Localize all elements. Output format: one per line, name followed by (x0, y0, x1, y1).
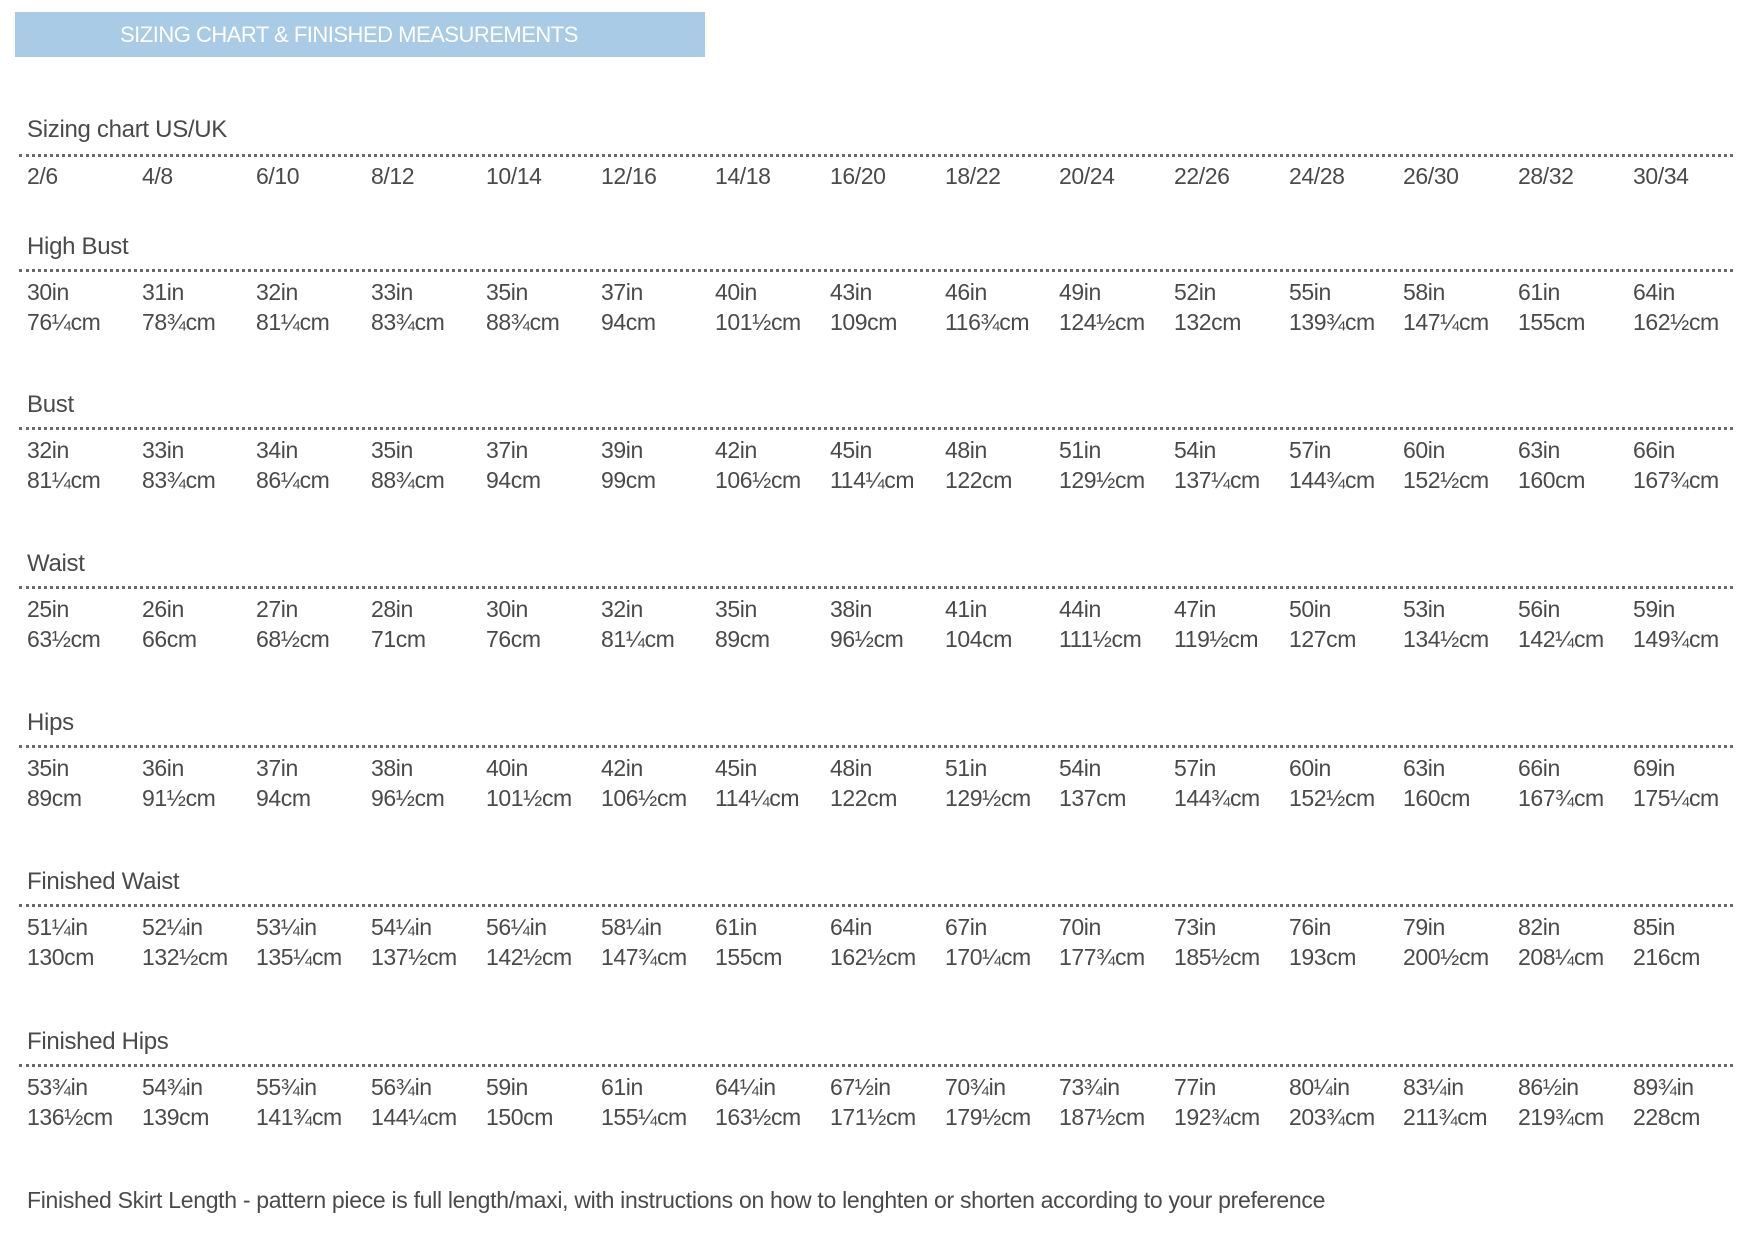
cm-cell: 149¾cm (1633, 626, 1719, 652)
cm-cell: 130cm (27, 944, 95, 970)
cm-cell: 76cm (486, 626, 541, 652)
cm-cell: 139¾cm (1289, 309, 1375, 335)
inches-cell: 86½in (1518, 1074, 1579, 1100)
section-label: Finished Waist (27, 868, 180, 895)
section-label: Waist (27, 550, 85, 577)
inches-cell: 37in (601, 279, 643, 305)
inches-cell: 61in (601, 1074, 643, 1100)
cm-cell: 89cm (715, 626, 770, 652)
cm-cell: 132cm (1174, 309, 1242, 335)
dotted-divider (19, 904, 1733, 907)
cm-cell: 152½cm (1403, 467, 1489, 493)
inches-cell: 42in (715, 437, 757, 463)
cm-cell: 141¾cm (256, 1104, 342, 1130)
size-cell: 20/24 (1059, 163, 1115, 189)
cm-cell: 119½cm (1174, 626, 1259, 652)
inches-cell: 37in (486, 437, 528, 463)
cm-cell: 167¾cm (1518, 785, 1604, 811)
inches-cell: 54in (1174, 437, 1216, 463)
cm-cell: 127cm (1289, 626, 1357, 652)
cm-cell: 89cm (27, 785, 82, 811)
size-cell: 14/18 (715, 163, 771, 189)
inches-cell: 34in (256, 437, 298, 463)
cm-cell: 122cm (830, 785, 898, 811)
cm-cell: 114¼cm (715, 785, 800, 811)
cm-cell: 152½cm (1289, 785, 1375, 811)
inches-cell: 48in (830, 755, 872, 781)
cm-cell: 71cm (371, 626, 426, 652)
cm-cell: 150cm (486, 1104, 554, 1130)
cm-cell: 124½cm (1059, 309, 1145, 335)
size-cell: 10/14 (486, 163, 542, 189)
inches-cell: 45in (830, 437, 872, 463)
inches-cell: 27in (256, 596, 298, 622)
cm-cell: 106½cm (715, 467, 801, 493)
inches-cell: 52¼in (142, 914, 203, 940)
page-title-bar (15, 12, 705, 57)
cm-cell: 155cm (1518, 309, 1586, 335)
inches-cell: 42in (601, 755, 643, 781)
size-cell: 2/6 (27, 163, 58, 189)
inches-cell: 33in (142, 437, 184, 463)
cm-cell: 193cm (1289, 944, 1357, 970)
cm-cell: 144¾cm (1289, 467, 1375, 493)
cm-cell: 208¼cm (1518, 944, 1604, 970)
cm-cell: 78¾cm (142, 309, 216, 335)
inches-cell: 67in (945, 914, 987, 940)
dotted-divider (19, 427, 1733, 430)
inches-cell: 60in (1403, 437, 1445, 463)
inches-cell: 56in (1518, 596, 1560, 622)
cm-cell: 122cm (945, 467, 1013, 493)
cm-cell: 109cm (830, 309, 898, 335)
cm-cell: 83¾cm (371, 309, 445, 335)
cm-cell: 137cm (1059, 785, 1127, 811)
cm-cell: 147¾cm (601, 944, 687, 970)
cm-cell: 96½cm (371, 785, 445, 811)
inches-cell: 50in (1289, 596, 1331, 622)
cm-cell: 94cm (256, 785, 311, 811)
inches-cell: 49in (1059, 279, 1101, 305)
section-label: High Bust (27, 233, 129, 260)
cm-cell: 219¾cm (1518, 1104, 1604, 1130)
inches-cell: 66in (1518, 755, 1560, 781)
inches-cell: 64in (1633, 279, 1675, 305)
inches-cell: 44in (1059, 596, 1101, 622)
inches-cell: 67½in (830, 1074, 891, 1100)
inches-cell: 55in (1289, 279, 1331, 305)
cm-cell: 162½cm (830, 944, 916, 970)
cm-cell: 144¾cm (1174, 785, 1260, 811)
cm-cell: 81¼cm (601, 626, 675, 652)
inches-cell: 54¼in (371, 914, 432, 940)
dotted-divider (19, 745, 1733, 748)
inches-cell: 57in (1174, 755, 1216, 781)
inches-cell: 53in (1403, 596, 1445, 622)
cm-cell: 147¼cm (1403, 309, 1489, 335)
inches-cell: 54¾in (142, 1074, 203, 1100)
size-cell: 4/8 (142, 163, 173, 189)
cm-cell: 142½cm (486, 944, 572, 970)
inches-cell: 33in (371, 279, 413, 305)
cm-cell: 129½cm (1059, 467, 1145, 493)
inches-cell: 39in (601, 437, 643, 463)
skirt-length-note: Finished Skirt Length - pattern piece is full length/maxi, with instructions on how to lenghten or shorten according to your preference (27, 1187, 1326, 1213)
dotted-divider (19, 1064, 1733, 1067)
cm-cell: 136½cm (27, 1104, 113, 1130)
inches-cell: 51in (1059, 437, 1101, 463)
cm-cell: 81¼cm (27, 467, 101, 493)
inches-cell: 63in (1403, 755, 1445, 781)
cm-cell: 91½cm (142, 785, 216, 811)
inches-cell: 55¾in (256, 1074, 317, 1100)
cm-cell: 101½cm (715, 309, 801, 335)
cm-cell: 94cm (601, 309, 656, 335)
inches-cell: 59in (1633, 596, 1675, 622)
cm-cell: 104cm (945, 626, 1013, 652)
inches-cell: 56¾in (371, 1074, 432, 1100)
cm-cell: 160cm (1518, 467, 1586, 493)
inches-cell: 73in (1174, 914, 1216, 940)
inches-cell: 26in (142, 596, 184, 622)
section-label: Sizing chart US/UK (27, 116, 228, 143)
cm-cell: 88¾cm (371, 467, 445, 493)
inches-cell: 54in (1059, 755, 1101, 781)
inches-cell: 47in (1174, 596, 1216, 622)
inches-cell: 30in (486, 596, 528, 622)
inches-cell: 76in (1289, 914, 1331, 940)
inches-cell: 79in (1403, 914, 1445, 940)
size-cell: 24/28 (1289, 163, 1345, 189)
inches-cell: 58¼in (601, 914, 662, 940)
cm-cell: 155cm (715, 944, 783, 970)
cm-cell: 88¾cm (486, 309, 560, 335)
page-title: SIZING CHART & FINISHED MEASUREMENTS (120, 22, 578, 47)
inches-cell: 64in (830, 914, 872, 940)
cm-cell: 160cm (1403, 785, 1471, 811)
inches-cell: 61in (1518, 279, 1560, 305)
cm-cell: 94cm (486, 467, 541, 493)
dotted-divider (19, 586, 1733, 589)
section-label: Hips (27, 709, 74, 736)
inches-cell: 73¾in (1059, 1074, 1120, 1100)
size-cell: 6/10 (256, 163, 300, 189)
cm-cell: 114¼cm (830, 467, 915, 493)
inches-cell: 77in (1174, 1074, 1216, 1100)
inches-cell: 89¾in (1633, 1074, 1694, 1100)
inches-cell: 46in (945, 279, 987, 305)
cm-cell: 129½cm (945, 785, 1031, 811)
cm-cell: 144¼cm (371, 1104, 457, 1130)
inches-cell: 61in (715, 914, 757, 940)
section-label: Bust (27, 391, 74, 418)
inches-cell: 69in (1633, 755, 1675, 781)
cm-cell: 203¾cm (1289, 1104, 1375, 1130)
inches-cell: 52in (1174, 279, 1216, 305)
cm-cell: 132½cm (142, 944, 228, 970)
cm-cell: 116¾cm (945, 309, 1030, 335)
inches-cell: 57in (1289, 437, 1331, 463)
inches-cell: 30in (27, 279, 69, 305)
size-cell: 18/22 (945, 163, 1001, 189)
size-cell: 22/26 (1174, 163, 1230, 189)
inches-cell: 32in (27, 437, 69, 463)
inches-cell: 66in (1633, 437, 1675, 463)
dotted-divider (19, 269, 1733, 272)
section-label: Finished Hips (27, 1028, 169, 1055)
inches-cell: 40in (715, 279, 757, 305)
dotted-divider (19, 154, 1733, 157)
cm-cell: 228cm (1633, 1104, 1701, 1130)
inches-cell: 43in (830, 279, 872, 305)
cm-cell: 175¼cm (1633, 785, 1719, 811)
cm-cell: 137½cm (371, 944, 457, 970)
cm-cell: 142¼cm (1518, 626, 1604, 652)
inches-cell: 35in (715, 596, 757, 622)
inches-cell: 45in (715, 755, 757, 781)
inches-cell: 48in (945, 437, 987, 463)
cm-cell: 171½cm (830, 1104, 916, 1130)
cm-cell: 66cm (142, 626, 197, 652)
inches-cell: 38in (371, 755, 413, 781)
inches-cell: 36in (142, 755, 184, 781)
inches-cell: 40in (486, 755, 528, 781)
inches-cell: 32in (601, 596, 643, 622)
cm-cell: 106½cm (601, 785, 687, 811)
inches-cell: 51¼in (27, 914, 88, 940)
inches-cell: 35in (371, 437, 413, 463)
cm-cell: 137¼cm (1174, 467, 1260, 493)
inches-cell: 31in (142, 279, 184, 305)
cm-cell: 216cm (1633, 944, 1701, 970)
inches-cell: 35in (27, 755, 69, 781)
inches-cell: 59in (486, 1074, 528, 1100)
cm-cell: 155¼cm (601, 1104, 687, 1130)
inches-cell: 70in (1059, 914, 1101, 940)
cm-cell: 86¼cm (256, 467, 330, 493)
cm-cell: 179½cm (945, 1104, 1031, 1130)
cm-cell: 134½cm (1403, 626, 1489, 652)
cm-cell: 185½cm (1174, 944, 1260, 970)
inches-cell: 37in (256, 755, 298, 781)
inches-cell: 64¼in (715, 1074, 776, 1100)
cm-cell: 200½cm (1403, 944, 1489, 970)
cm-cell: 192¾cm (1174, 1104, 1260, 1130)
cm-cell: 139cm (142, 1104, 210, 1130)
inches-cell: 80¼in (1289, 1074, 1350, 1100)
inches-cell: 28in (371, 596, 413, 622)
inches-cell: 60in (1289, 755, 1331, 781)
inches-cell: 25in (27, 596, 69, 622)
inches-cell: 63in (1518, 437, 1560, 463)
inches-cell: 32in (256, 279, 298, 305)
cm-cell: 81¼cm (256, 309, 330, 335)
cm-cell: 167¾cm (1633, 467, 1719, 493)
cm-cell: 101½cm (486, 785, 572, 811)
cm-cell: 83¾cm (142, 467, 216, 493)
cm-cell: 163½cm (715, 1104, 801, 1130)
size-cell: 16/20 (830, 163, 886, 189)
inches-cell: 70¾in (945, 1074, 1006, 1100)
cm-cell: 99cm (601, 467, 656, 493)
size-cell: 8/12 (371, 163, 415, 189)
inches-cell: 83¼in (1403, 1074, 1464, 1100)
cm-cell: 211¾cm (1403, 1104, 1488, 1130)
inches-cell: 85in (1633, 914, 1675, 940)
inches-cell: 82in (1518, 914, 1560, 940)
cm-cell: 68½cm (256, 626, 330, 652)
inches-cell: 41in (945, 596, 987, 622)
size-cell: 26/30 (1403, 163, 1459, 189)
inches-cell: 51in (945, 755, 987, 781)
cm-cell: 76¼cm (27, 309, 101, 335)
cm-cell: 177¾cm (1059, 944, 1145, 970)
inches-cell: 58in (1403, 279, 1445, 305)
size-cell: 28/32 (1518, 163, 1574, 189)
cm-cell: 96½cm (830, 626, 904, 652)
size-cell: 12/16 (601, 163, 657, 189)
cm-cell: 111½cm (1059, 626, 1142, 652)
inches-cell: 38in (830, 596, 872, 622)
inches-cell: 53¼in (256, 914, 317, 940)
inches-cell: 53¾in (27, 1074, 88, 1100)
cm-cell: 187½cm (1059, 1104, 1145, 1130)
cm-cell: 135¼cm (256, 944, 342, 970)
cm-cell: 170¼cm (945, 944, 1031, 970)
inches-cell: 56¼in (486, 914, 547, 940)
size-cell: 30/34 (1633, 163, 1689, 189)
inches-cell: 35in (486, 279, 528, 305)
cm-cell: 162½cm (1633, 309, 1719, 335)
cm-cell: 63½cm (27, 626, 101, 652)
